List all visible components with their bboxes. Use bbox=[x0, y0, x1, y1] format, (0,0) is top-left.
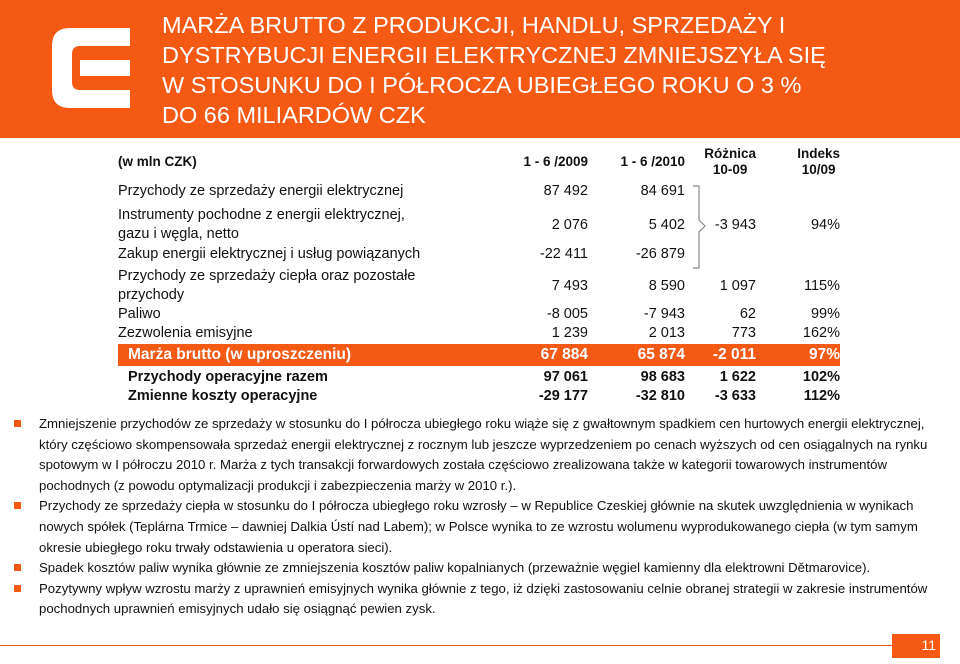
value-2010: 8 590 bbox=[648, 278, 685, 294]
bullet-square-icon bbox=[14, 502, 21, 509]
page-number: 11 bbox=[921, 637, 936, 653]
row-label: Zmienne koszty operacyjne bbox=[128, 388, 318, 404]
footer-divider bbox=[0, 645, 892, 646]
row-label-line: Przychody ze sprzedaży ciepła oraz pozostałe bbox=[118, 268, 416, 284]
unit-label: (w mln CZK) bbox=[118, 154, 197, 169]
title-line: W STOSUNKU DO I PÓŁROCZA UBIEGŁEGO ROKU O 3 % bbox=[162, 72, 802, 98]
value-2009: 2 076 bbox=[551, 217, 588, 233]
value-2009: 97 061 bbox=[543, 369, 588, 385]
row-label: Zezwolenia emisyjne bbox=[118, 325, 253, 341]
value-2009: 7 493 bbox=[551, 278, 588, 294]
value-index: 99% bbox=[810, 306, 840, 322]
col-header-diff-l1: Różnica bbox=[704, 146, 756, 161]
value-2010: -26 879 bbox=[635, 246, 685, 262]
bullet-text: Przychody ze sprzedaży ciepła w stosunku do I półrocza ubiegłego roku wzrosły – w Republice Czeskiej głównie na skutek uwzględnienia w wynikach nowych spółek (Teplárna Trmice – dawniej Dalkia Ústí nad Labem); w Polsce wynika to ze wzrostu wolumenu wyprodukowanego ciepła (w tym samym okresie ubiegłego roku trwały odstawienia u operatora sieci). bbox=[39, 498, 918, 555]
value-index: 162% bbox=[802, 325, 840, 341]
bullet-list bbox=[14, 414, 934, 620]
bullet-text: Spadek kosztów paliw wynika głównie ze zmniejszenia kosztów paliw kopalnianych (przeważnie węgiel kamienny dla elektrowni Dětmarovice). bbox=[39, 560, 871, 576]
row-label-line: Instrumenty pochodne z energii elektrycznej, bbox=[118, 207, 405, 223]
row-label bbox=[118, 206, 405, 244]
cez-logo-icon bbox=[30, 28, 130, 108]
value-diff: -2 011 bbox=[712, 346, 756, 363]
col-header-index-l2: 10/09 bbox=[801, 162, 836, 177]
bullet-item bbox=[14, 414, 934, 496]
bullet-square-icon bbox=[14, 420, 21, 427]
col-header-diff-l2: 10-09 bbox=[712, 162, 748, 177]
bullet-item bbox=[14, 496, 934, 558]
col-header-index-l1: Indeks bbox=[797, 146, 840, 161]
value-index: 102% bbox=[802, 369, 840, 385]
value-2009: 1 239 bbox=[551, 325, 588, 341]
row-label-line: gazu i węgla, netto bbox=[118, 226, 239, 242]
bullet-item bbox=[14, 558, 934, 579]
value-2010: -32 810 bbox=[635, 388, 685, 404]
value-diff: -3 943 bbox=[714, 217, 756, 233]
value-2009: 67 884 bbox=[540, 346, 588, 363]
value-2009: -29 177 bbox=[538, 388, 588, 404]
title-line: DO 66 MILIARDÓW CZK bbox=[162, 102, 426, 128]
slide-title bbox=[162, 10, 942, 130]
value-index: 112% bbox=[803, 388, 840, 404]
value-diff: 62 bbox=[739, 306, 756, 322]
value-2009: -8 005 bbox=[546, 306, 588, 322]
col-header-2009: 1 - 6 /2009 bbox=[523, 154, 588, 169]
value-2010: -7 943 bbox=[643, 306, 685, 322]
value-index: 94% bbox=[810, 217, 840, 233]
col-header-2010: 1 - 6 /2010 bbox=[620, 154, 685, 169]
bullet-item bbox=[14, 579, 934, 620]
value-2010: 98 683 bbox=[640, 369, 685, 385]
value-2010: 84 691 bbox=[640, 183, 685, 199]
value-index: 97% bbox=[808, 346, 840, 363]
value-2010: 2 013 bbox=[648, 325, 685, 341]
bullet-square-icon bbox=[14, 585, 21, 592]
row-label: Przychody ze sprzedaży energii elektrycznej bbox=[118, 183, 404, 199]
value-diff: 773 bbox=[731, 325, 756, 341]
title-line: DYSTRYBUCJI ENERGII ELEKTRYCZNEJ ZMNIEJSZYŁA SIĘ bbox=[162, 42, 826, 68]
slide-header bbox=[0, 0, 960, 138]
row-label-line: przychody bbox=[118, 287, 185, 303]
bracket-icon bbox=[691, 184, 709, 270]
row-label: Marża brutto (w uproszczeniu) bbox=[128, 346, 352, 363]
value-2009: 87 492 bbox=[543, 183, 588, 199]
bullet-square-icon bbox=[14, 564, 21, 571]
value-index: 115% bbox=[803, 278, 840, 294]
bullet-text: Pozytywny wpływ wzrostu marży z uprawnień emisyjnych wynika głównie z tego, iż dzięki zastosowaniu celnie obranej strategii w zakresie instrumentów pochodnych uprawnień emisyjnych udało się osiągnąć pewien zysk. bbox=[39, 580, 928, 617]
row-label bbox=[118, 267, 415, 305]
row-label: Paliwo bbox=[118, 306, 161, 322]
value-2009: -22 411 bbox=[539, 246, 588, 262]
value-2010: 5 402 bbox=[648, 217, 685, 233]
page-number-badge bbox=[892, 634, 940, 658]
title-line: MARŻA BRUTTO Z PRODUKCJI, HANDLU, SPRZEDAŻY I bbox=[162, 12, 786, 38]
value-diff: -3 633 bbox=[714, 388, 756, 404]
col-header-index bbox=[797, 146, 840, 178]
bullet-text: Zmniejszenie przychodów ze sprzedaży w stosunku do I półrocza ubiegłego roku wiąże się z gwałtownym spadkiem cen hurtowych energii elektrycznej, który częściowo skompensowała sprzedaż energii elektrycznej z rocznym lub jeszcze wyprzedzeniem po cenach wyższych od cen osiągalnych na rynku spotowym w I półroczu 2010 r. Marża z tych transakcji forwardowych została częściowo zrealizowana także w kategorii towarowych instrumentów pochodnych (z powodu optymalizacji produkcji i zabezpieczenia marży w 2010 r.). bbox=[39, 416, 928, 493]
value-diff: 1 622 bbox=[719, 369, 756, 385]
row-label: Zakup energii elektrycznej i usług powiązanych bbox=[118, 246, 421, 262]
value-2010: 65 874 bbox=[637, 346, 685, 363]
row-label: Przychody operacyjne razem bbox=[128, 369, 328, 385]
value-diff: 1 097 bbox=[719, 278, 756, 294]
col-header-diff bbox=[704, 146, 756, 178]
